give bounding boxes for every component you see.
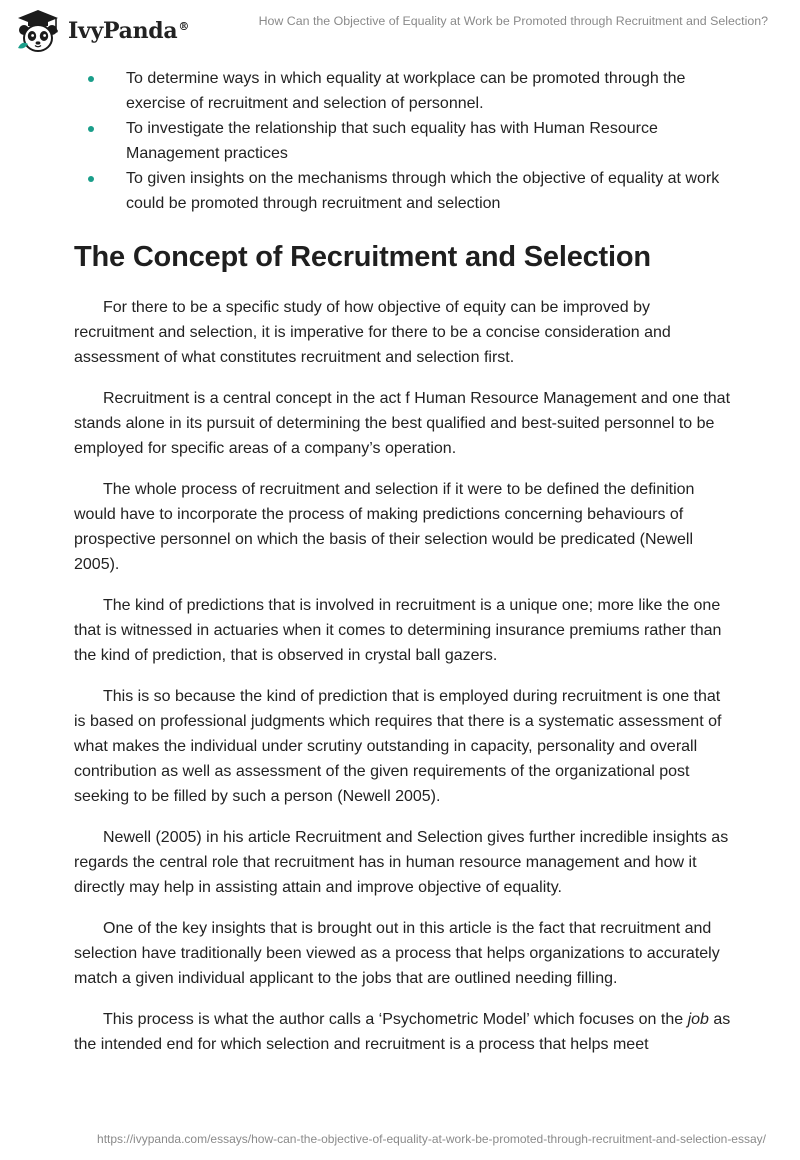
source-url[interactable]: https://ivypanda.com/essays/how-can-the-objective-of-equality-at-work-be-promoted-through-recruitment-and-selection-essay/ [97, 1132, 766, 1146]
list-item: To determine ways in which equality at workplace can be promoted through the exercise of recruitment and selection of personnel. [74, 66, 734, 116]
paragraph: For there to be a specific study of how objective of equity can be improved by recruitment and selection, it is imperative for there to be a concise consideration and assessment of what constitutes recruitment and selection first. [74, 299, 671, 366]
section-heading: The Concept of Recruitment and Selection [74, 241, 651, 273]
logo-wordmark: IvyPanda® [68, 18, 190, 44]
objectives-list [74, 66, 734, 216]
paragraph: Recruitment is a central concept in the act f Human Resource Management and one that stands alone in its pursuit of determining the best qualified and best-suited personnel to be employed for specific areas of a company’s operation. [74, 390, 731, 457]
essay-content [74, 66, 734, 1057]
section-body [74, 295, 734, 1057]
list-item: To investigate the relationship that such equality has with Human Resource Management practices [74, 116, 734, 166]
paragraph: One of the key insights that is brought out in this article is the fact that recruitment and selection have traditionally been viewed as a process that helps organizations to accurately match a given individual applicant to the jobs that are outlined needing filling. [74, 920, 720, 987]
list-item: To given insights on the mechanisms through which the objective of equality at work could be promoted through recruitment and selection [74, 166, 734, 216]
paragraph: The kind of predictions that is involved in recruitment is a unique one; more like the one that is witnessed in actuaries when it comes to determining insurance premiums rather than the kind of prediction, that is observed in crystal ball gazers. [74, 597, 722, 664]
paragraph: Newell (2005) in his article Recruitment and Selection gives further incredible insights as regards the central role that recruitment has in human resource management and how it directly may help in assisting attain and improve objective of equality. [74, 829, 729, 896]
page-header [0, 0, 800, 60]
paragraph: The whole process of recruitment and selection if it were to be defined the definition would have to incorporate the process of making predictions concerning behaviours of prospective personnel on which the basis of their selection would be predicated (Newell 2005). [74, 481, 695, 573]
bullet-dot-icon [88, 76, 94, 82]
bullet-dot-icon [88, 126, 94, 132]
essay-title-header: How Can the Objective of Equality at Work be Promoted through Recruitment and Selection? [258, 14, 768, 28]
panda-graduate-icon [14, 8, 62, 54]
bullet-dot-icon [88, 176, 94, 182]
paragraph-last: This process is what the author calls a ‘Psychometric Model’ which focuses on the job as the intended end for which selection and recruitment is a process that helps meet [74, 1011, 731, 1053]
paragraph: This is so because the kind of prediction that is employed during recruitment is one that is based on professional judgments which requires that there is a systematic assessment of what makes the individual under scrutiny outstanding in capacity, personality and overall contribution as well as assessment of the given requirements of the organizational post seeking to be filled by such a person (Newell 2005). [74, 688, 722, 805]
emphasis-job: job [687, 1011, 709, 1028]
ivypanda-logo[interactable] [14, 8, 189, 54]
